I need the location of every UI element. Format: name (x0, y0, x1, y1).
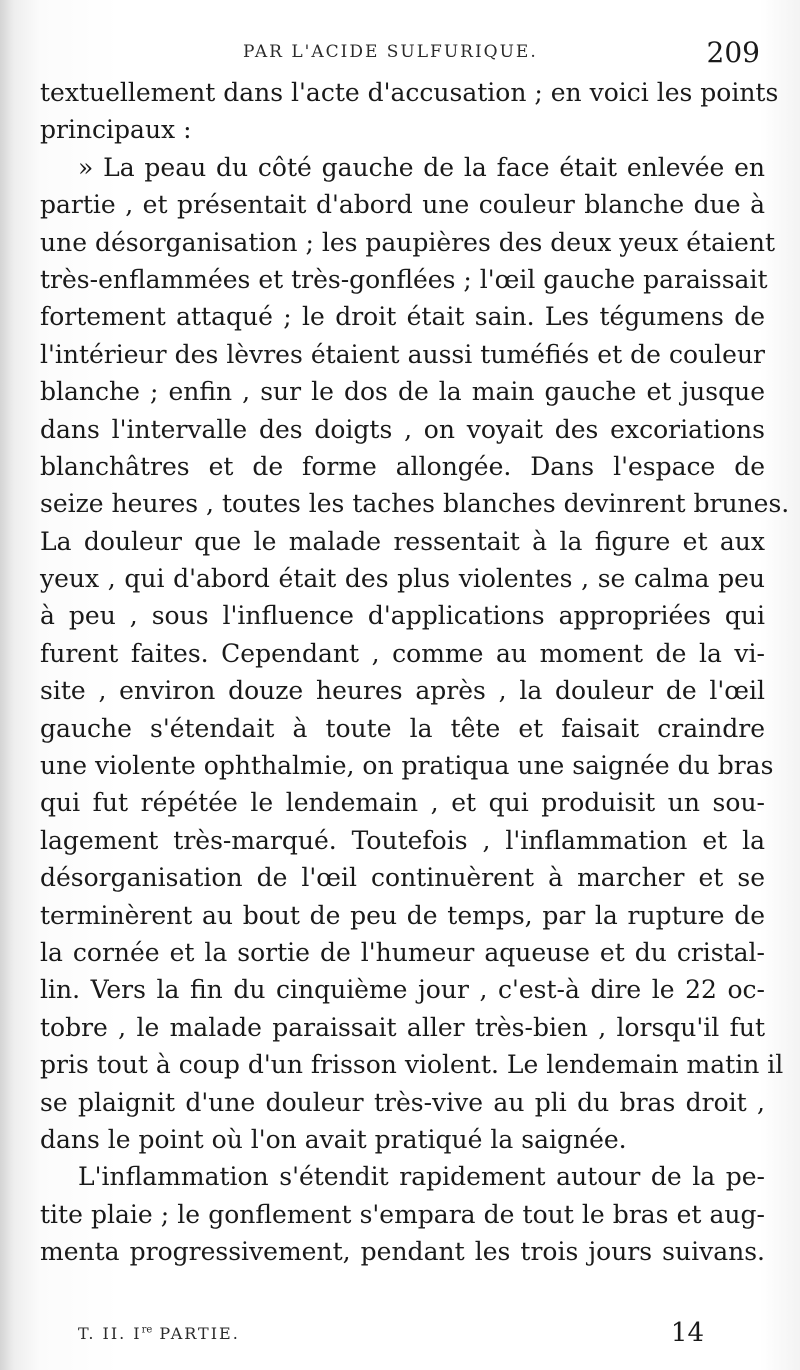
signature-suffix: PARTIE. (152, 1324, 240, 1343)
text-line: seize heures , toutes les taches blanches devinrent brunes. (40, 489, 790, 519)
text-line: yeux , qui d'abord était des plus violentes , se calma peu (40, 564, 765, 594)
text-line: L'inflammation s'étendit rapidement autour de la pe- (78, 1162, 765, 1192)
text-line: pris tout à coup d'un frisson violent. Le lendemain matin il (40, 1050, 784, 1080)
text-line: fortement attaqué ; le droit était sain. Les tégumens de (40, 302, 765, 332)
text-line: menta progressivement, pendant les trois jours suivans. (40, 1237, 765, 1267)
signature-prefix: T. II. I (78, 1324, 142, 1343)
text-line: blanchâtres et de forme allongée. Dans l'espace de (40, 451, 765, 481)
text-line: tite plaie ; le gonflement s'empara de tout le bras et aug- (40, 1199, 765, 1229)
page-number: 209 (706, 36, 760, 69)
page-footer (0, 1318, 800, 1358)
text-line: blanche ; enfin , sur le dos de la main gauche et jusque (40, 377, 765, 407)
text-line: La douleur que le malade ressentait à la figure et aux (40, 526, 765, 556)
text-line: lagement très-marqué. Toutefois , l'inflammation et la (40, 825, 765, 855)
text-line: désorganisation de l'œil continuèrent à marcher et se (40, 863, 765, 893)
text-line: textuellement dans l'acte d'accusation ; en voici les points (40, 78, 779, 107)
text-line: » La peau du côté gauche de la face était enlevée en (78, 152, 765, 182)
text-line: à peu , sous l'influence d'applications appropriées qui (40, 601, 765, 631)
text-line: qui fut répétée le lendemain , et qui produisit un sou- (40, 788, 765, 818)
text-line: partie , et présentait d'abord une couleur blanche due à (40, 190, 765, 220)
printer-signature (78, 1324, 240, 1343)
signature-superscript: re (141, 1324, 153, 1336)
running-title: PAR L'ACIDE SULFURIQUE. (243, 42, 538, 62)
running-head (0, 36, 800, 76)
text-line: la cornée et la sortie de l'humeur aqueuse et du cristal- (40, 937, 765, 967)
text-line: terminèrent au bout de peu de temps, par la rupture de (40, 900, 765, 930)
sheet-number: 14 (670, 1318, 704, 1348)
text-line: lin. Vers la fin du cinquième jour , c'est-à dire le 22 oc- (40, 975, 765, 1005)
text-line: site , environ douze heures après , la douleur de l'œil (40, 676, 765, 706)
text-line: très-enflammées et très-gonflées ; l'œil gauche paraissait (40, 264, 768, 294)
text-line: l'intérieur des lèvres étaient aussi tuméfiés et de couleur (40, 339, 765, 369)
text-line: une violente ophthalmie, on pratiqua une saignée du bras (40, 751, 774, 781)
text-line: gauche s'étendait à toute la tête et faisait craindre (40, 713, 765, 743)
text-line: se plaignit d'une douleur très-vive au pli du bras droit , (40, 1087, 765, 1117)
text-line: furent faites. Cependant , comme au moment de la vi- (40, 638, 765, 668)
text-line: dans le point où l'on avait pratiqué la saignée. (40, 1124, 627, 1154)
text-line: tobre , le malade paraissait aller très-bien , lorsqu'il fut (40, 1012, 765, 1042)
body-text (40, 74, 790, 1271)
text-line: dans l'intervalle des doigts , on voyait des excoriations (40, 414, 765, 444)
text-line: principaux : (40, 115, 192, 145)
text-line: une désorganisation ; les paupières des deux yeux étaient (40, 227, 775, 257)
